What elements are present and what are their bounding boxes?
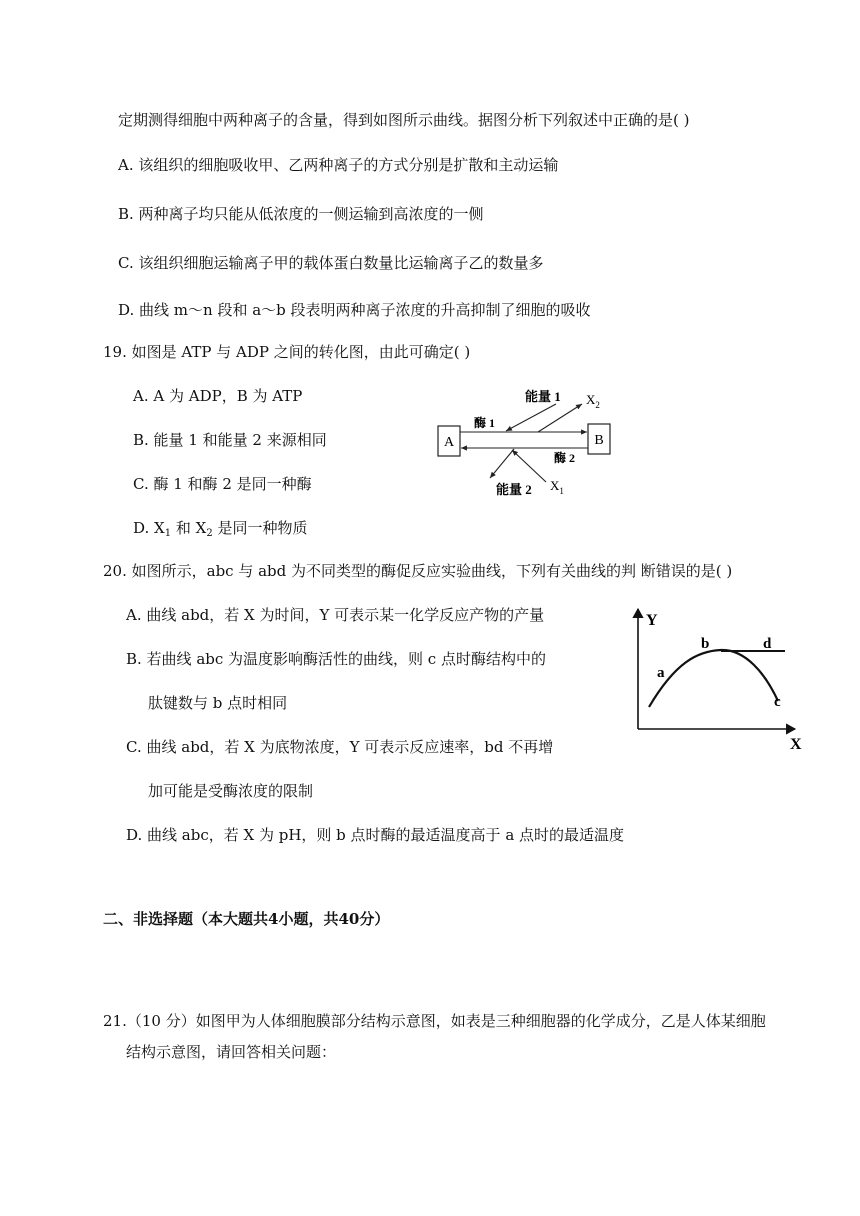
- q19-option-c: C. 酶 1 和酶 2 是同一种酶: [133, 475, 312, 493]
- q21-stem-line2: 结构示意图，请回答相关问题：: [126, 1043, 337, 1061]
- q19-option-b: B. 能量 1 和能量 2 来源相同: [133, 431, 327, 449]
- enzyme2-label: 酶 2: [554, 451, 576, 465]
- q18-option-d: D. 曲线 m～n 段和 a～b 段表明两种离子浓度的升高抑制了细胞的吸收: [118, 301, 591, 319]
- q19-option-a: A. A 为 ADP，B 为 ATP: [133, 387, 303, 405]
- q20-option-c-cont: 加可能是受酶浓度的限制: [148, 782, 314, 800]
- q18-stem-tail: 定期测得细胞中两种离子的含量，得到如图所示曲线。据图分析下列叙述中正确的是( ): [118, 111, 690, 129]
- q19-option-d: D. $X_1$ 和 $X_2$ 是同一种物质: [133, 519, 308, 539]
- box-b-label: B: [594, 433, 604, 448]
- q21-stem-line1: 21.（10 分）如图甲为人体细胞膜部分结构示意图，如表是三种细胞器的化学成分，乙是人体某细胞: [103, 1012, 766, 1030]
- enzyme-curve-graph: [625, 603, 815, 753]
- arrow-energy2-out: [490, 449, 514, 478]
- q20-option-b: B. 若曲线 abc 为温度影响酶活性的曲线，则 c 点时酶结构中的: [126, 650, 546, 668]
- q18-option-a: A. 该组织的细胞吸收甲、乙两种离子的方式分别是扩散和主动运输: [118, 156, 559, 174]
- energy1-label: 能量 1: [525, 389, 561, 404]
- q20-stem: 20. 如图所示，abc 与 abd 为不同类型的酶促反应实验曲线，下列有关曲线的判 断错误的是( ): [103, 562, 733, 580]
- point-c-label: c: [774, 694, 781, 710]
- arrow-energy1-in: [506, 404, 556, 431]
- curve-abc: [649, 650, 778, 707]
- q20-option-c: C. 曲线 abd，若 X 为底物浓度，Y 可表示反应速率，bd 不再增: [126, 738, 554, 756]
- q19-stem: 19. 如图是 ATP 与 ADP 之间的转化图，由此可确定( ): [103, 343, 471, 361]
- y-axis-label: Y: [646, 612, 658, 629]
- energy2-label: 能量 2: [496, 482, 532, 497]
- enzyme1-label: 酶 1: [474, 416, 496, 430]
- atp-adp-diagram: [430, 380, 620, 505]
- section-heading: 二、非选择题（本大题共4小题，共40分）: [103, 910, 390, 928]
- arrow-x1-in: [512, 450, 546, 482]
- q18-option-c: C. 该组织细胞运输离子甲的载体蛋白数量比运输离子乙的数量多: [118, 254, 544, 272]
- q18-option-b: B. 两种离子均只能从低浓度的一侧运输到高浓度的一侧: [118, 205, 484, 223]
- q20-option-d: D. 曲线 abc，若 X 为 pH，则 b 点时酶的最适温度高于 a 点时的最适温度: [126, 826, 625, 844]
- x-axis-label: X: [790, 736, 802, 753]
- point-a-label: a: [657, 665, 665, 681]
- point-b-label: b: [701, 636, 710, 652]
- q20-option-a: A. 曲线 abd，若 X 为时间，Y 可表示某一化学反应产物的产量: [126, 606, 545, 624]
- point-d-label: d: [763, 636, 772, 652]
- x1-label: $X_1$: [550, 478, 564, 496]
- arrow-x2-out: [538, 404, 582, 432]
- x2-label: $X_2$: [586, 392, 600, 410]
- box-a-label: A: [443, 435, 455, 450]
- q20-option-b-cont: 肽键数与 b 点时相同: [148, 694, 288, 712]
